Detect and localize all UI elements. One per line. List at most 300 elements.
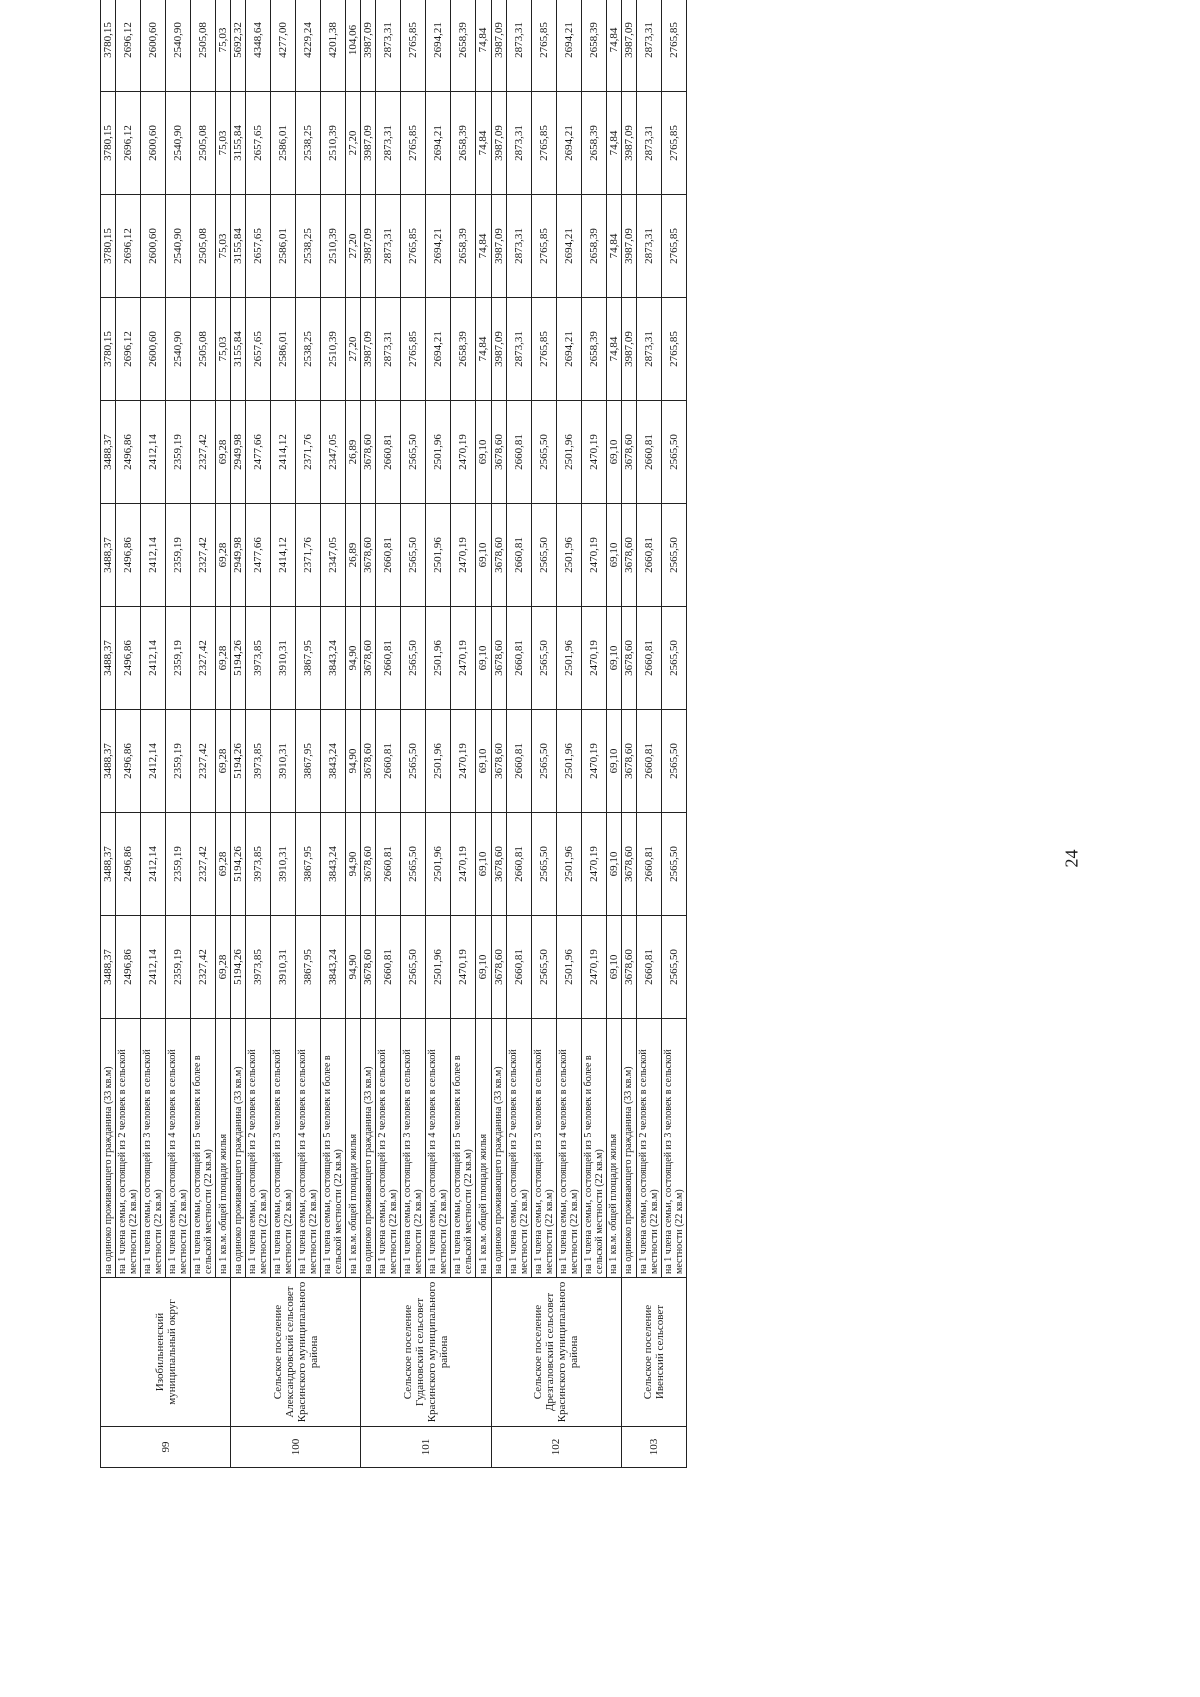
value-cell: 3987,09: [491, 92, 506, 195]
value-cell: 2501,96: [556, 916, 581, 1019]
value-cell: 2765,85: [531, 195, 556, 298]
value-cell: 2412,14: [141, 504, 166, 607]
value-cell: 2501,96: [426, 813, 451, 916]
value-cell: 2565,50: [531, 401, 556, 504]
table-row: [296, 0, 321, 1468]
value-cell: 2565,50: [661, 401, 686, 504]
value-cell: 26,89: [346, 504, 361, 607]
table-row: [451, 0, 476, 1468]
value-cell: 74,84: [606, 195, 621, 298]
value-cell: 2873,31: [636, 92, 661, 195]
value-cell: 2538,25: [296, 298, 321, 401]
value-cell: 2694,21: [426, 298, 451, 401]
value-cell: 2510,39: [321, 298, 346, 401]
value-cell: 3910,31: [271, 916, 296, 1019]
value-cell: 26,89: [346, 401, 361, 504]
value-cell: 2765,85: [531, 298, 556, 401]
value-cell: 3488,37: [101, 813, 116, 916]
value-cell: 74,84: [606, 298, 621, 401]
value-cell: 2347,05: [321, 401, 346, 504]
value-cell: 2501,96: [426, 607, 451, 710]
table-row: [231, 0, 246, 1468]
value-cell: 69,10: [476, 916, 491, 1019]
value-cell: 74,84: [606, 92, 621, 195]
value-cell: 2873,31: [376, 298, 401, 401]
value-cell: 3973,85: [246, 916, 271, 1019]
rotated-table-container: [100, 22, 687, 1468]
value-cell: 3987,09: [491, 298, 506, 401]
value-cell: 2470,19: [581, 504, 606, 607]
value-cell: 2565,50: [661, 916, 686, 1019]
norm-description-cell: на одиноко проживающего гражданина (33 кв.м): [491, 1019, 506, 1278]
value-cell: 27,20: [346, 298, 361, 401]
value-cell: 2765,85: [401, 0, 426, 92]
value-cell: 2873,31: [636, 298, 661, 401]
value-cell: 3843,24: [321, 607, 346, 710]
value-cell: 2470,19: [581, 710, 606, 813]
value-cell: 3488,37: [101, 916, 116, 1019]
value-cell: 3780,15: [101, 0, 116, 92]
value-cell: 69,28: [216, 504, 231, 607]
value-cell: 2565,50: [401, 813, 426, 916]
value-cell: 74,84: [476, 298, 491, 401]
value-cell: 3867,95: [296, 607, 321, 710]
value-cell: 2694,21: [556, 92, 581, 195]
table-row: [166, 0, 191, 1468]
value-cell: 75,03: [216, 0, 231, 92]
value-cell: 4348,64: [246, 0, 271, 92]
value-cell: 2660,81: [376, 607, 401, 710]
table-row: [606, 0, 621, 1468]
table-row: [581, 0, 606, 1468]
norm-description-cell: на одиноко проживающего гражданина (33 кв.м): [621, 1019, 636, 1278]
norm-description-cell: на 1 члена семьи, состоящей из 2 человек в сельской местности (22 кв.м): [116, 1019, 141, 1278]
value-cell: 2470,19: [451, 607, 476, 710]
value-cell: 2501,96: [556, 813, 581, 916]
value-cell: 2696,12: [116, 195, 141, 298]
value-cell: 2540,90: [166, 92, 191, 195]
value-cell: 2565,50: [661, 607, 686, 710]
value-cell: 2658,39: [581, 195, 606, 298]
table-row: [636, 0, 661, 1468]
value-cell: 2658,39: [451, 92, 476, 195]
value-cell: 2565,50: [401, 401, 426, 504]
value-cell: 2540,90: [166, 0, 191, 92]
value-cell: 3678,60: [621, 916, 636, 1019]
value-cell: 3987,09: [491, 195, 506, 298]
value-cell: 69,10: [606, 504, 621, 607]
value-cell: 2660,81: [376, 916, 401, 1019]
norm-description-cell: на 1 члена семьи, состоящей из 2 человек в сельской местности (22 кв.м): [246, 1019, 271, 1278]
row-number-cell: 99: [101, 1427, 231, 1468]
value-cell: 2565,50: [531, 813, 556, 916]
value-cell: 3678,60: [491, 916, 506, 1019]
value-cell: 27,20: [346, 92, 361, 195]
value-cell: 2565,50: [401, 916, 426, 1019]
table-row: [116, 0, 141, 1468]
value-cell: 2586,01: [271, 92, 296, 195]
value-cell: 2586,01: [271, 195, 296, 298]
value-cell: 27,20: [346, 195, 361, 298]
value-cell: 2696,12: [116, 0, 141, 92]
value-cell: 2565,50: [401, 710, 426, 813]
value-cell: 2873,31: [506, 0, 531, 92]
value-cell: 2565,50: [661, 504, 686, 607]
value-cell: 3843,24: [321, 813, 346, 916]
value-cell: 2565,50: [531, 607, 556, 710]
value-cell: 2540,90: [166, 298, 191, 401]
value-cell: 2505,08: [191, 298, 216, 401]
norm-description-cell: на 1 члена семьи, состоящей из 3 человек в сельской местности (22 кв.м): [271, 1019, 296, 1278]
row-number-cell: 101: [361, 1427, 491, 1468]
value-cell: 3155,84: [231, 92, 246, 195]
value-cell: 69,28: [216, 710, 231, 813]
value-cell: 3488,37: [101, 607, 116, 710]
value-cell: 3678,60: [361, 607, 376, 710]
value-cell: 3910,31: [271, 710, 296, 813]
value-cell: 2359,19: [166, 504, 191, 607]
table-row: [426, 0, 451, 1468]
value-cell: 75,03: [216, 298, 231, 401]
value-cell: 3155,84: [231, 195, 246, 298]
value-cell: 2694,21: [556, 298, 581, 401]
value-cell: 2501,96: [556, 710, 581, 813]
norm-description-cell: на 1 члена семьи, состоящей из 3 человек в сельской местности (22 кв.м): [661, 1019, 686, 1278]
value-cell: 3155,84: [231, 298, 246, 401]
value-cell: 69,28: [216, 916, 231, 1019]
value-cell: 2359,19: [166, 607, 191, 710]
table-row: [346, 0, 361, 1468]
value-cell: 2660,81: [506, 607, 531, 710]
value-cell: 2873,31: [636, 0, 661, 92]
value-cell: 3678,60: [491, 401, 506, 504]
value-cell: 2658,39: [581, 298, 606, 401]
norm-description-cell: на 1 члена семьи, состоящей из 2 человек в сельской местности (22 кв.м): [636, 1019, 661, 1278]
value-cell: 2470,19: [581, 813, 606, 916]
value-cell: 2327,42: [191, 504, 216, 607]
value-cell: 2359,19: [166, 401, 191, 504]
value-cell: 75,03: [216, 92, 231, 195]
norm-description-cell: на 1 члена семьи, состоящей из 5 человек и более в сельской местности (22 кв.м): [581, 1019, 606, 1278]
value-cell: 2501,96: [556, 607, 581, 710]
municipality-cell: Сельское поселение Александровский сельсовет Красинского муниципального района: [231, 1278, 361, 1427]
value-cell: 2873,31: [376, 195, 401, 298]
value-cell: 3678,60: [361, 916, 376, 1019]
value-cell: 2565,50: [661, 710, 686, 813]
table-row: [271, 0, 296, 1468]
value-cell: 2327,42: [191, 710, 216, 813]
value-cell: 2873,31: [636, 195, 661, 298]
value-cell: 3780,15: [101, 195, 116, 298]
page-number: 24: [1061, 849, 1082, 868]
value-cell: 2873,31: [506, 298, 531, 401]
norm-description-cell: на 1 члена семьи, состоящей из 3 человек в сельской местности (22 кв.м): [141, 1019, 166, 1278]
value-cell: 2496,86: [116, 813, 141, 916]
value-cell: 74,84: [476, 92, 491, 195]
table-row: [506, 0, 531, 1468]
value-cell: 2496,86: [116, 710, 141, 813]
value-cell: 69,10: [606, 607, 621, 710]
row-number-cell: 102: [491, 1427, 621, 1468]
value-cell: 3973,85: [246, 607, 271, 710]
norm-description-cell: на 1 кв.м. общей площади жилья: [346, 1019, 361, 1278]
value-cell: 2477,66: [246, 401, 271, 504]
value-cell: 2501,96: [426, 710, 451, 813]
value-cell: 2565,50: [401, 607, 426, 710]
norm-description-cell: на 1 члена семьи, состоящей из 5 человек и более в сельской местности (22 кв.м): [191, 1019, 216, 1278]
value-cell: 4277,00: [271, 0, 296, 92]
value-cell: 2694,21: [426, 0, 451, 92]
value-cell: 5692,32: [231, 0, 246, 92]
value-cell: 2660,81: [636, 401, 661, 504]
value-cell: 2371,76: [296, 401, 321, 504]
row-number-cell: 103: [621, 1427, 686, 1468]
norm-description-cell: на 1 члена семьи, состоящей из 3 человек в сельской местности (22 кв.м): [531, 1019, 556, 1278]
value-cell: 2412,14: [141, 916, 166, 1019]
value-cell: 2470,19: [451, 401, 476, 504]
value-cell: 74,84: [606, 0, 621, 92]
value-cell: 69,10: [476, 401, 491, 504]
value-cell: 2873,31: [376, 92, 401, 195]
value-cell: 2510,39: [321, 195, 346, 298]
value-cell: 2660,81: [636, 916, 661, 1019]
value-cell: 3678,60: [491, 813, 506, 916]
value-cell: 3987,09: [621, 195, 636, 298]
value-cell: 2501,96: [556, 504, 581, 607]
value-cell: 69,28: [216, 401, 231, 504]
value-cell: 2600,60: [141, 92, 166, 195]
norm-description-cell: на одиноко проживающего гражданина (33 кв.м): [361, 1019, 376, 1278]
value-cell: 5194,26: [231, 916, 246, 1019]
value-cell: 3678,60: [621, 813, 636, 916]
value-cell: 2765,85: [401, 298, 426, 401]
value-cell: 3678,60: [621, 607, 636, 710]
value-cell: 69,10: [476, 813, 491, 916]
value-cell: 2501,96: [426, 916, 451, 1019]
value-cell: 3780,15: [101, 92, 116, 195]
value-cell: 2600,60: [141, 195, 166, 298]
table-row: [476, 0, 491, 1468]
value-cell: 3678,60: [361, 813, 376, 916]
value-cell: 3867,95: [296, 916, 321, 1019]
value-cell: 2412,14: [141, 607, 166, 710]
value-cell: 2565,50: [661, 813, 686, 916]
value-cell: 2327,42: [191, 607, 216, 710]
norm-description-cell: на 1 члена семьи, состоящей из 5 человек и более в сельской местности (22 кв.м): [451, 1019, 476, 1278]
value-cell: 2949,98: [231, 504, 246, 607]
value-cell: 2565,50: [531, 710, 556, 813]
value-cell: 2765,85: [661, 0, 686, 92]
value-cell: 2501,96: [556, 401, 581, 504]
value-cell: 3488,37: [101, 401, 116, 504]
value-cell: 3488,37: [101, 504, 116, 607]
value-cell: 2660,81: [506, 401, 531, 504]
value-cell: 94,90: [346, 607, 361, 710]
value-cell: 2496,86: [116, 401, 141, 504]
value-cell: 2327,42: [191, 813, 216, 916]
norm-description-cell: на одиноко проживающего гражданина (33 кв.м): [231, 1019, 246, 1278]
value-cell: 2660,81: [376, 401, 401, 504]
value-cell: 2660,81: [376, 504, 401, 607]
value-cell: 3678,60: [491, 710, 506, 813]
value-cell: 69,28: [216, 607, 231, 710]
value-cell: 2694,21: [426, 92, 451, 195]
value-cell: 2505,08: [191, 92, 216, 195]
value-cell: 2470,19: [451, 916, 476, 1019]
value-cell: 2658,39: [581, 0, 606, 92]
value-cell: 2414,12: [271, 504, 296, 607]
value-cell: 2412,14: [141, 710, 166, 813]
municipality-cell: Сельское поселение Гудановский сельсовет Красинского муниципального района: [361, 1278, 491, 1427]
value-cell: 2470,19: [581, 401, 606, 504]
value-cell: 3910,31: [271, 813, 296, 916]
norm-description-cell: на 1 члена семьи, состоящей из 4 человек в сельской местности (22 кв.м): [556, 1019, 581, 1278]
norm-description-cell: на 1 члена семьи, состоящей из 5 человек и более в сельской местности (22 кв.м): [321, 1019, 346, 1278]
value-cell: 4229,24: [296, 0, 321, 92]
value-cell: 2412,14: [141, 401, 166, 504]
table-row: [621, 0, 636, 1468]
value-cell: 2586,01: [271, 298, 296, 401]
value-cell: 3488,37: [101, 710, 116, 813]
value-cell: 2660,81: [506, 710, 531, 813]
value-cell: 69,10: [476, 607, 491, 710]
value-cell: 3910,31: [271, 607, 296, 710]
value-cell: 2694,21: [556, 0, 581, 92]
value-cell: 3867,95: [296, 710, 321, 813]
value-cell: 2470,19: [451, 710, 476, 813]
value-cell: 2657,65: [246, 195, 271, 298]
value-cell: 2510,39: [321, 92, 346, 195]
value-cell: 2765,85: [661, 195, 686, 298]
value-cell: 94,90: [346, 916, 361, 1019]
value-cell: 94,90: [346, 813, 361, 916]
value-cell: 2765,85: [401, 195, 426, 298]
tariff-table-body: [101, 0, 687, 1468]
value-cell: 104,06: [346, 0, 361, 92]
value-cell: 2658,39: [451, 298, 476, 401]
norm-description-cell: на 1 члена семьи, состоящей из 4 человек в сельской местности (22 кв.м): [426, 1019, 451, 1278]
value-cell: 2658,39: [581, 92, 606, 195]
value-cell: 3678,60: [621, 401, 636, 504]
municipality-cell: Сельское поселение Дрезгаловский сельсовет Красинского муниципального района: [491, 1278, 621, 1427]
value-cell: 2540,90: [166, 195, 191, 298]
value-cell: 2660,81: [506, 916, 531, 1019]
value-cell: 2873,31: [506, 195, 531, 298]
table-row: [216, 0, 231, 1468]
value-cell: 2765,85: [531, 92, 556, 195]
value-cell: 2565,50: [401, 504, 426, 607]
value-cell: 69,10: [606, 813, 621, 916]
value-cell: 3843,24: [321, 916, 346, 1019]
value-cell: 2660,81: [376, 813, 401, 916]
value-cell: 2496,86: [116, 916, 141, 1019]
value-cell: 3867,95: [296, 813, 321, 916]
value-cell: 2696,12: [116, 92, 141, 195]
value-cell: 2505,08: [191, 195, 216, 298]
value-cell: 5194,26: [231, 710, 246, 813]
table-row: [401, 0, 426, 1468]
value-cell: 2538,25: [296, 92, 321, 195]
value-cell: 3678,60: [491, 504, 506, 607]
table-row: [361, 0, 376, 1468]
value-cell: 69,10: [476, 710, 491, 813]
value-cell: 2660,81: [636, 813, 661, 916]
value-cell: 2600,60: [141, 298, 166, 401]
value-cell: 2477,66: [246, 504, 271, 607]
value-cell: 3987,09: [621, 298, 636, 401]
value-cell: 2600,60: [141, 0, 166, 92]
value-cell: 4201,38: [321, 0, 346, 92]
norm-description-cell: на 1 кв.м. общей площади жилья: [216, 1019, 231, 1278]
value-cell: 2359,19: [166, 813, 191, 916]
value-cell: 3973,85: [246, 710, 271, 813]
value-cell: 2949,98: [231, 401, 246, 504]
value-cell: 3973,85: [246, 813, 271, 916]
row-number-cell: 100: [231, 1427, 361, 1468]
table-row: [491, 0, 506, 1468]
value-cell: 69,10: [606, 401, 621, 504]
value-cell: 5194,26: [231, 813, 246, 916]
norm-description-cell: на 1 члена семьи, состоящей из 2 человек в сельской местности (22 кв.м): [506, 1019, 531, 1278]
table-row: [661, 0, 686, 1468]
municipality-cell: Изобильненский муниципальный округ: [101, 1278, 231, 1427]
value-cell: 3678,60: [361, 401, 376, 504]
value-cell: 2496,86: [116, 607, 141, 710]
value-cell: 69,28: [216, 813, 231, 916]
value-cell: 2538,25: [296, 195, 321, 298]
value-cell: 2505,08: [191, 0, 216, 92]
norm-description-cell: на 1 кв.м. общей площади жилья: [476, 1019, 491, 1278]
table-row: [191, 0, 216, 1468]
value-cell: 69,10: [606, 710, 621, 813]
value-cell: 2765,85: [401, 92, 426, 195]
value-cell: 69,10: [606, 916, 621, 1019]
value-cell: 2660,81: [506, 504, 531, 607]
value-cell: 2359,19: [166, 916, 191, 1019]
value-cell: 2565,50: [531, 504, 556, 607]
value-cell: 3987,09: [621, 0, 636, 92]
value-cell: 2873,31: [506, 92, 531, 195]
table-row: [246, 0, 271, 1468]
tariff-table: [100, 0, 687, 1468]
value-cell: 3987,09: [491, 0, 506, 92]
value-cell: 5194,26: [231, 607, 246, 710]
norm-description-cell: на 1 члена семьи, состоящей из 3 человек в сельской местности (22 кв.м): [401, 1019, 426, 1278]
value-cell: 2327,42: [191, 401, 216, 504]
value-cell: 2565,50: [531, 916, 556, 1019]
value-cell: 2347,05: [321, 504, 346, 607]
value-cell: 2660,81: [636, 607, 661, 710]
value-cell: 2765,85: [661, 92, 686, 195]
norm-description-cell: на одиноко проживающего гражданина (33 кв.м): [101, 1019, 116, 1278]
value-cell: 2470,19: [451, 504, 476, 607]
value-cell: 3987,09: [361, 0, 376, 92]
table-row: [141, 0, 166, 1468]
value-cell: 2501,96: [426, 401, 451, 504]
value-cell: 2657,65: [246, 92, 271, 195]
value-cell: 2765,85: [531, 0, 556, 92]
value-cell: 3987,09: [621, 92, 636, 195]
value-cell: 2694,21: [556, 195, 581, 298]
value-cell: 2470,19: [451, 813, 476, 916]
value-cell: 2658,39: [451, 0, 476, 92]
value-cell: 2658,39: [451, 195, 476, 298]
value-cell: 74,84: [476, 0, 491, 92]
value-cell: 2765,85: [661, 298, 686, 401]
value-cell: 2660,81: [636, 710, 661, 813]
norm-description-cell: на 1 члена семьи, состоящей из 4 человек в сельской местности (22 кв.м): [166, 1019, 191, 1278]
value-cell: 2470,19: [581, 607, 606, 710]
